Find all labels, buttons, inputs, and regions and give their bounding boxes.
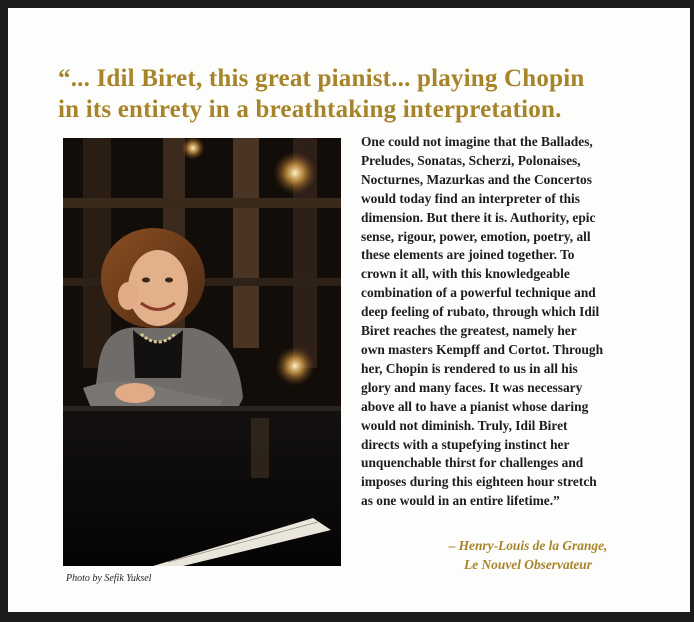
quote-line: would today find an interpreter of this (361, 190, 580, 206)
quote-line: deep feeling of rubato, through which Idil (361, 304, 600, 320)
quote-line: Biret reaches the greatest, namely her (361, 323, 577, 339)
attribution-author: – Henry-Louis de la Grange, (448, 538, 608, 553)
quote-line: crown it all, with this knowledgeable (361, 266, 570, 282)
quote-line: Preludes, Sonatas, Scherzi, Polonaises, (361, 152, 581, 168)
photo-credit: Photo by Sefik Yuksel (66, 573, 152, 584)
quote-line: directs with a stupefying instinct her (361, 436, 570, 452)
quote-line: own masters Kempff and Cortot. Through (361, 341, 604, 357)
attribution-publication: Le Nouvel Observateur (464, 557, 592, 572)
quote-line: One could not imagine that the Ballades, (361, 134, 593, 149)
quote-line: unquenchable thirst for challenges and (361, 455, 584, 471)
headline-line-1: “... Idil Biret, this great pianist... playing Chopin (58, 65, 585, 92)
pianist-photo (63, 138, 341, 566)
quote-line: imposes during this eighteen hour stretch (361, 474, 597, 490)
quote-line: dimension. But there it is. Authority, epic (361, 209, 596, 225)
quote-line: Nocturnes, Mazurkas and the Concertos (361, 171, 592, 187)
quote-line: would not diminish. Truly, Idil Biret (361, 417, 568, 433)
quote-attribution (408, 536, 648, 574)
pianist-portrait-photo-icon (63, 138, 341, 566)
quote-line: above all to have a pianist whose daring (361, 398, 589, 414)
quote-line: as one would in an entire lifetime.” (361, 493, 560, 509)
magazine-page (8, 8, 690, 612)
quote-line: sense, rigour, power, emotion, poetry, all (361, 228, 591, 244)
headline-quote (58, 63, 668, 125)
review-quote-text (361, 133, 651, 511)
quote-line: her, Chopin is rendered to us in all his (361, 360, 578, 376)
quote-line: these elements are joined together. To (361, 247, 575, 263)
quote-line: combination of a powerful technique and (361, 285, 596, 301)
quote-line: glory and many faces. It was necessary (361, 379, 583, 395)
headline-line-2: in its entirety in a breathtaking interpretation. (58, 96, 562, 123)
